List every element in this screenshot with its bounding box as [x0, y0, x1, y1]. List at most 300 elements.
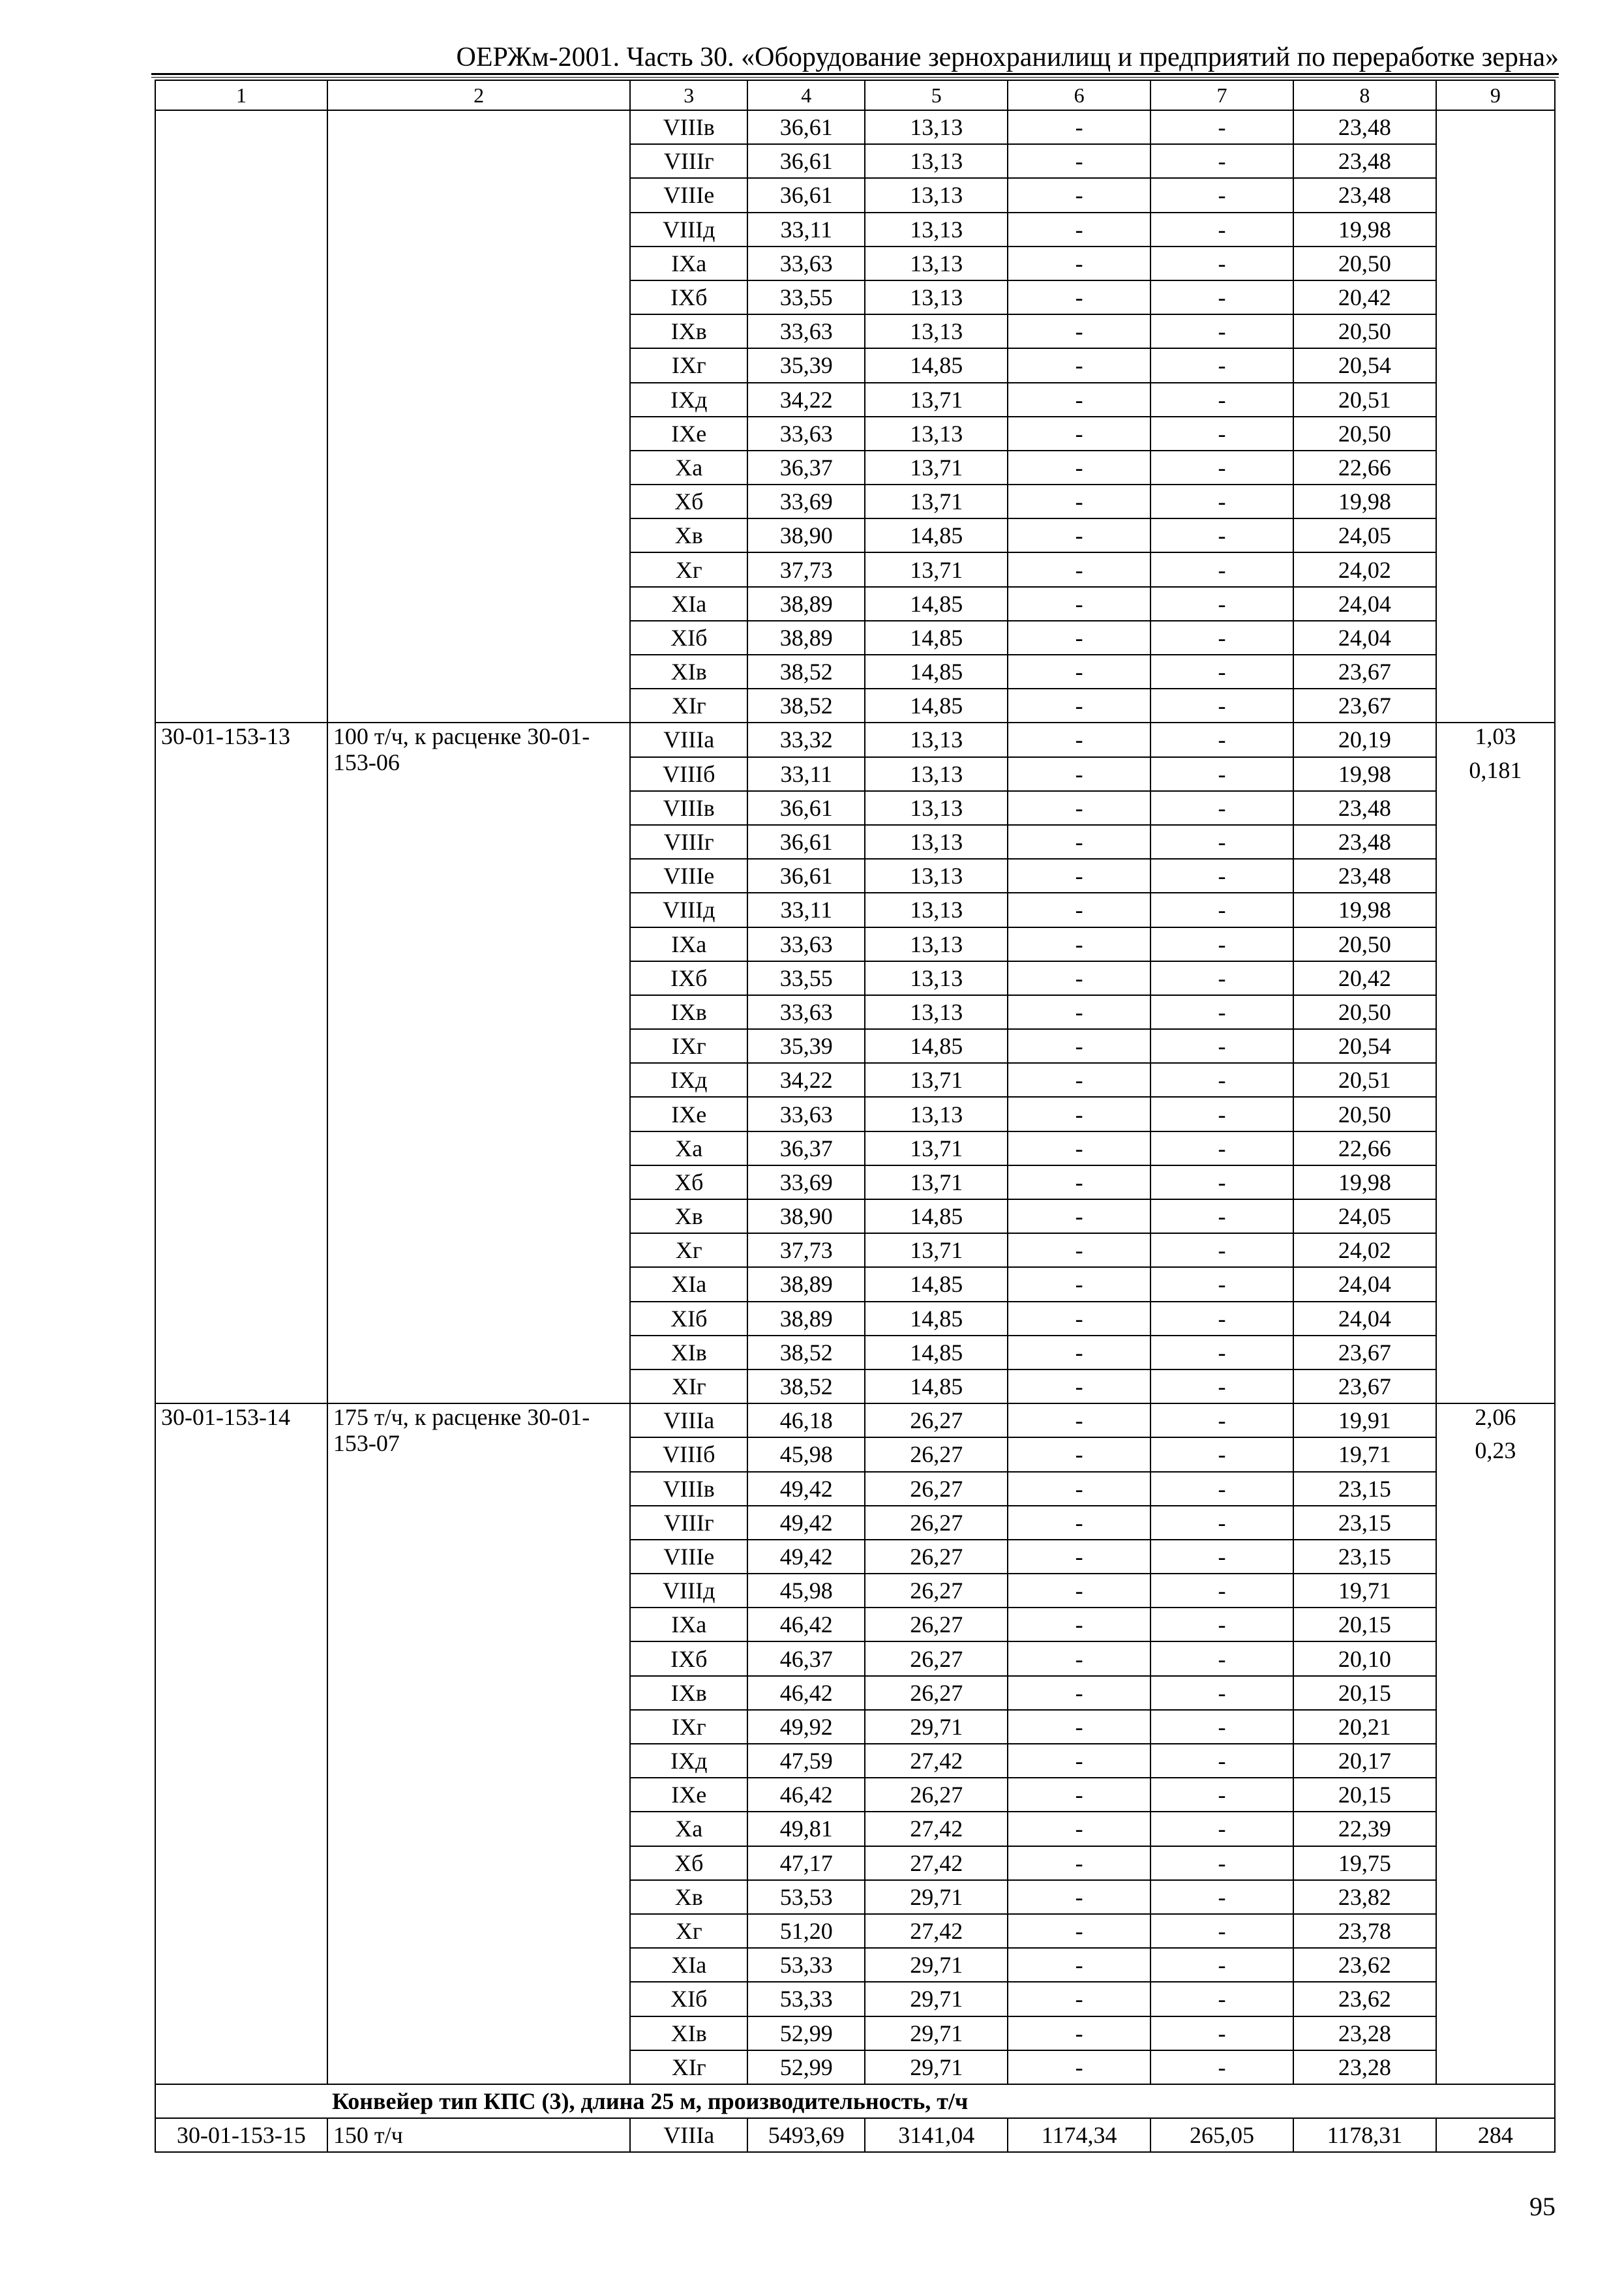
table-cell: -: [1150, 1641, 1293, 1675]
table-cell: -: [1008, 689, 1150, 723]
table-cell: -: [1008, 213, 1150, 247]
table-cell: 47,59: [747, 1744, 865, 1778]
table-row: [155, 723, 1555, 756]
table-cell: Xб: [630, 1846, 747, 1880]
table-cell: -: [1008, 961, 1150, 995]
col9-value: [1436, 518, 1555, 552]
table-cell: 38,52: [747, 689, 865, 723]
table-cell: -: [1150, 552, 1293, 586]
col9-value: [1436, 1097, 1555, 1131]
table-cell: 23,48: [1293, 144, 1436, 178]
table-cell: 20,54: [1293, 1029, 1436, 1063]
table-cell: 27,42: [865, 1744, 1008, 1778]
table-cell: -: [1008, 178, 1150, 212]
table-cell: -: [1150, 1506, 1293, 1540]
table-cell: 13,13: [865, 314, 1008, 348]
table-cell: 23,48: [1293, 178, 1436, 212]
col9-value: 0,23: [1436, 1437, 1555, 1471]
table-cell: 45,98: [747, 1437, 865, 1471]
table-cell: 46,42: [747, 1608, 865, 1641]
table-cell: -: [1008, 144, 1150, 178]
table-cell: 22,66: [1293, 451, 1436, 485]
table-cell: -: [1150, 1676, 1293, 1710]
table-cell: -: [1150, 144, 1293, 178]
table-cell: -: [1150, 1846, 1293, 1880]
table-cell: VIIIе: [630, 178, 747, 212]
table-cell: 23,82: [1293, 1880, 1436, 1914]
table-cell: -: [1150, 417, 1293, 451]
table-cell: 26,27: [865, 1540, 1008, 1574]
table-cell: 23,28: [1293, 2050, 1436, 2084]
table-cell: 20,50: [1293, 314, 1436, 348]
table-cell: 29,71: [865, 2050, 1008, 2084]
table-cell: 33,11: [747, 213, 865, 247]
table-cell: IXг: [630, 348, 747, 382]
table-cell: IXа: [630, 927, 747, 961]
table-cell: 20,50: [1293, 927, 1436, 961]
table-cell: 38,89: [747, 587, 865, 621]
column-number-row: [155, 80, 1555, 110]
table-cell: 13,13: [865, 1097, 1008, 1131]
table-cell: 14,85: [865, 587, 1008, 621]
table-cell: 29,71: [865, 1710, 1008, 1744]
table-cell: 13,13: [865, 213, 1008, 247]
col9-value: [1436, 995, 1555, 1029]
col9-value: 1,03: [1436, 723, 1555, 756]
table-cell: -: [1008, 1029, 1150, 1063]
table-cell: 51,20: [747, 1914, 865, 1948]
table-cell: 26,27: [865, 1608, 1008, 1641]
col9-value: [1436, 825, 1555, 859]
table-cell: -: [1008, 1540, 1150, 1574]
table-cell: IXв: [630, 995, 747, 1029]
table-cell: Xв: [630, 1199, 747, 1233]
table-cell: 20,51: [1293, 1063, 1436, 1097]
table-cell: -: [1008, 2050, 1150, 2084]
table-cell: -: [1150, 1369, 1293, 1403]
table-cell: 53,53: [747, 1880, 865, 1914]
table-cell: -: [1150, 791, 1293, 825]
header-rule-thin: [151, 77, 1559, 78]
table-cell: 22,66: [1293, 1131, 1436, 1165]
table-cell: 13,13: [865, 417, 1008, 451]
table-cell: Xг: [630, 552, 747, 586]
table-cell: 38,90: [747, 518, 865, 552]
table-cell: -: [1008, 1199, 1150, 1233]
table-cell: VIIIе: [630, 1540, 747, 1574]
col9-value: [1436, 383, 1555, 417]
table-cell: -: [1008, 1302, 1150, 1336]
table-cell: 23,28: [1293, 2016, 1436, 2050]
table-cell: 14,85: [865, 655, 1008, 689]
table-cell: -: [1008, 1369, 1150, 1403]
table-cell: -: [1008, 927, 1150, 961]
column-number: 3: [630, 80, 747, 110]
table-cell: 29,71: [865, 1982, 1008, 2016]
table-cell: 14,85: [865, 621, 1008, 655]
column-number: 5: [865, 80, 1008, 110]
table-row: [155, 110, 1555, 144]
table-cell: 26,27: [865, 1574, 1008, 1608]
table-cell: -: [1150, 621, 1293, 655]
col9-value: [1436, 1608, 1555, 1641]
table-cell: 34,22: [747, 383, 865, 417]
table-cell: 20,15: [1293, 1608, 1436, 1641]
table-cell: 23,48: [1293, 859, 1436, 893]
table-cell: 33,63: [747, 417, 865, 451]
table-cell: -: [1008, 1744, 1150, 1778]
col9-value: [1436, 689, 1555, 723]
table-cell: VIIIб: [630, 757, 747, 791]
table-cell: 13,71: [865, 485, 1008, 518]
table-cell: -: [1008, 1676, 1150, 1710]
table-cell: -: [1150, 1608, 1293, 1641]
table-cell: 33,69: [747, 485, 865, 518]
table-cell: 36,37: [747, 451, 865, 485]
table-cell: 45,98: [747, 1574, 865, 1608]
table-cell: -: [1150, 2016, 1293, 2050]
table-cell: -: [1150, 1437, 1293, 1471]
table-cell: 13,13: [865, 893, 1008, 927]
table-cell: IXг: [630, 1710, 747, 1744]
table-cell: XIб: [630, 1302, 747, 1336]
table-cell: -: [1150, 655, 1293, 689]
table-cell: 47,17: [747, 1846, 865, 1880]
table-cell: Xв: [630, 1880, 747, 1914]
page-number: 95: [1529, 2192, 1556, 2221]
col9-value: [1436, 1336, 1555, 1369]
table-cell: -: [1008, 791, 1150, 825]
table-cell: 35,39: [747, 1029, 865, 1063]
section-title-row: [155, 2084, 1555, 2118]
table-cell: -: [1008, 1608, 1150, 1641]
table-cell: -: [1150, 348, 1293, 382]
table-cell: 20,21: [1293, 1710, 1436, 1744]
table-cell: 46,42: [747, 1778, 865, 1812]
table-cell: -: [1150, 1267, 1293, 1301]
table-cell: -: [1008, 893, 1150, 927]
table-cell: -: [1150, 1880, 1293, 1914]
table-cell: -: [1150, 1744, 1293, 1778]
table-cell: 24,02: [1293, 552, 1436, 586]
table-cell: IXе: [630, 1778, 747, 1812]
table-cell: 29,71: [865, 1948, 1008, 1982]
table-cell: 26,27: [865, 1641, 1008, 1675]
col9-value: [1436, 1914, 1555, 1948]
table-cell: 46,18: [747, 1403, 865, 1437]
table-cell: -: [1150, 383, 1293, 417]
table-cell: 13,71: [865, 1063, 1008, 1097]
table-cell: 13,71: [865, 1233, 1008, 1267]
col9-value: [1436, 348, 1555, 382]
table-cell: XIг: [630, 689, 747, 723]
table-cell: IXв: [630, 314, 747, 348]
table-cell: 46,42: [747, 1676, 865, 1710]
col9-value: [1436, 314, 1555, 348]
column-number: 1: [155, 80, 327, 110]
table-cell: 13,13: [865, 144, 1008, 178]
table-cell: 19,98: [1293, 1165, 1436, 1199]
table-cell: 13,13: [865, 927, 1008, 961]
table-cell: 24,04: [1293, 621, 1436, 655]
table-cell: -: [1150, 859, 1293, 893]
table-cell: -: [1150, 1710, 1293, 1744]
rate-name: 175 т/ч, к расценке 30-01-153-07: [327, 1403, 630, 2084]
table-cell: 14,85: [865, 1267, 1008, 1301]
rate-code: [155, 110, 327, 723]
table-cell: -: [1008, 1403, 1150, 1437]
col9-value: [1436, 451, 1555, 485]
table-cell: 30-01-153-15: [155, 2118, 327, 2152]
table-cell: 20,51: [1293, 383, 1436, 417]
table-cell: 27,42: [865, 1914, 1008, 1948]
table-cell: 26,27: [865, 1778, 1008, 1812]
table-cell: 13,71: [865, 1131, 1008, 1165]
table-cell: 19,75: [1293, 1846, 1436, 1880]
table-cell: 13,13: [865, 178, 1008, 212]
col9-value: [1436, 485, 1555, 518]
table-cell: Xа: [630, 1131, 747, 1165]
table-cell: -: [1008, 1982, 1150, 2016]
table-cell: 36,61: [747, 110, 865, 144]
table-cell: -: [1150, 1233, 1293, 1267]
table-cell: -: [1150, 1097, 1293, 1131]
table-cell: 1174,34: [1008, 2118, 1150, 2152]
table-cell: VIIIг: [630, 1506, 747, 1540]
table-cell: VIIIв: [630, 1472, 747, 1506]
table-cell: VIIIг: [630, 825, 747, 859]
table-cell: 13,13: [865, 859, 1008, 893]
table-cell: 36,61: [747, 144, 865, 178]
col9-value: [1436, 552, 1555, 586]
table-cell: 49,42: [747, 1472, 865, 1506]
col9-value: [1436, 1676, 1555, 1710]
table-cell: 49,42: [747, 1506, 865, 1540]
col9-value: [1436, 110, 1555, 144]
col9-value: [1436, 1641, 1555, 1675]
table-cell: -: [1008, 1812, 1150, 1846]
table-cell: -: [1150, 2050, 1293, 2084]
rate-name: [327, 110, 630, 723]
table-cell: 38,52: [747, 1336, 865, 1369]
table-cell: 33,69: [747, 1165, 865, 1199]
page-header: ОЕРЖм-2001. Часть 30. «Оборудование зернохранилищ и предприятий по переработке зерна»: [456, 42, 1559, 72]
table-cell: 23,15: [1293, 1540, 1436, 1574]
table-cell: -: [1150, 451, 1293, 485]
table-cell: VIIIа: [630, 2118, 747, 2152]
column-number: 8: [1293, 80, 1436, 110]
table-cell: 20,50: [1293, 1097, 1436, 1131]
section-title: Конвейер тип КПС (3), длина 25 м, производительность, т/ч: [155, 2084, 1555, 2118]
table-cell: 265,05: [1150, 2118, 1293, 2152]
table-cell: VIIIг: [630, 144, 747, 178]
table-cell: 23,48: [1293, 825, 1436, 859]
col9-value: [1436, 859, 1555, 893]
table-cell: -: [1150, 247, 1293, 280]
table-cell: -: [1008, 995, 1150, 1029]
table-cell: -: [1008, 247, 1150, 280]
table-cell: -: [1150, 893, 1293, 927]
column-number: 4: [747, 80, 865, 110]
table-cell: 20,17: [1293, 1744, 1436, 1778]
table-cell: -: [1008, 314, 1150, 348]
table-cell: 20,42: [1293, 280, 1436, 314]
table-cell: -: [1150, 587, 1293, 621]
col9-value: [1436, 417, 1555, 451]
table-cell: -: [1150, 995, 1293, 1029]
table-cell: 49,42: [747, 1540, 865, 1574]
table-cell: -: [1150, 1336, 1293, 1369]
col9-value: [1436, 1199, 1555, 1233]
table-cell: -: [1008, 1267, 1150, 1301]
table-cell: 26,27: [865, 1472, 1008, 1506]
col9-value: [1436, 2050, 1555, 2084]
header-rule: [151, 73, 1559, 75]
table-cell: 19,98: [1293, 757, 1436, 791]
table-cell: 23,67: [1293, 1336, 1436, 1369]
col9-value: [1436, 621, 1555, 655]
table-cell: 53,33: [747, 1982, 865, 2016]
table-cell: 13,71: [865, 552, 1008, 586]
table-cell: IXг: [630, 1029, 747, 1063]
table-cell: -: [1150, 1029, 1293, 1063]
table-cell: -: [1008, 723, 1150, 756]
table-row: [155, 1403, 1555, 1437]
table-cell: -: [1150, 1574, 1293, 1608]
table-cell: -: [1150, 518, 1293, 552]
table-cell: 14,85: [865, 1029, 1008, 1063]
table-cell: VIIIв: [630, 110, 747, 144]
table-cell: -: [1150, 110, 1293, 144]
table-cell: 20,19: [1293, 723, 1436, 756]
table-cell: 24,04: [1293, 587, 1436, 621]
table-cell: 26,27: [865, 1403, 1008, 1437]
table-cell: 23,67: [1293, 1369, 1436, 1403]
rate-name: 100 т/ч, к расценке 30-01-153-06: [327, 723, 630, 1403]
table-cell: -: [1008, 280, 1150, 314]
table-cell: Xа: [630, 451, 747, 485]
table-cell: XIа: [630, 1948, 747, 1982]
table-cell: XIа: [630, 1267, 747, 1301]
table-cell: -: [1008, 1574, 1150, 1608]
table-cell: -: [1150, 178, 1293, 212]
table-cell: 20,15: [1293, 1676, 1436, 1710]
table-cell: -: [1008, 110, 1150, 144]
table-cell: -: [1008, 1336, 1150, 1369]
table-cell: XIг: [630, 2050, 747, 2084]
table-cell: -: [1008, 1233, 1150, 1267]
table-cell: 19,71: [1293, 1437, 1436, 1471]
table-cell: 33,63: [747, 247, 865, 280]
table-cell: IXе: [630, 1097, 747, 1131]
table-cell: 38,89: [747, 1267, 865, 1301]
table-cell: 33,63: [747, 1097, 865, 1131]
table-cell: 14,85: [865, 689, 1008, 723]
table-cell: 19,91: [1293, 1403, 1436, 1437]
table-cell: -: [1150, 1131, 1293, 1165]
col9-value: [1436, 1540, 1555, 1574]
table-cell: 19,98: [1293, 893, 1436, 927]
column-number: 6: [1008, 80, 1150, 110]
table-cell: -: [1150, 1948, 1293, 1982]
table-cell: -: [1008, 587, 1150, 621]
table-cell: XIг: [630, 1369, 747, 1403]
rate-code: 30-01-153-14: [155, 1403, 327, 2084]
table-cell: 1178,31: [1293, 2118, 1436, 2152]
table-cell: -: [1008, 552, 1150, 586]
table-cell: 13,13: [865, 247, 1008, 280]
table-cell: XIв: [630, 655, 747, 689]
table-cell: 19,98: [1293, 485, 1436, 518]
table-cell: 34,22: [747, 1063, 865, 1097]
col9-value: [1436, 247, 1555, 280]
col9-value: [1436, 893, 1555, 927]
col9-value: [1436, 1880, 1555, 1914]
table-cell: 20,50: [1293, 995, 1436, 1029]
table-cell: -: [1150, 280, 1293, 314]
table-cell: 23,48: [1293, 110, 1436, 144]
table-cell: 33,11: [747, 757, 865, 791]
col9-value: [1436, 927, 1555, 961]
table-cell: VIIIд: [630, 213, 747, 247]
table-cell: IXа: [630, 247, 747, 280]
table-cell: -: [1008, 1131, 1150, 1165]
table-cell: 26,27: [865, 1437, 1008, 1471]
col9-value: [1436, 1131, 1555, 1165]
table-cell: 23,78: [1293, 1914, 1436, 1948]
table-cell: Xг: [630, 1233, 747, 1267]
table-cell: Xг: [630, 1914, 747, 1948]
table-cell: 36,61: [747, 178, 865, 212]
col9-value: [1436, 1369, 1555, 1403]
table-cell: 13,13: [865, 791, 1008, 825]
table-cell: -: [1008, 1097, 1150, 1131]
table-cell: -: [1008, 621, 1150, 655]
table-cell: XIб: [630, 621, 747, 655]
table-cell: 20,15: [1293, 1778, 1436, 1812]
column-number: 9: [1436, 80, 1555, 110]
table-cell: XIв: [630, 2016, 747, 2050]
table-cell: 33,32: [747, 723, 865, 756]
table-cell: 52,99: [747, 2050, 865, 2084]
table-cell: -: [1150, 689, 1293, 723]
table-cell: -: [1150, 1472, 1293, 1506]
table-cell: 37,73: [747, 1233, 865, 1267]
column-number: 7: [1150, 80, 1293, 110]
table-cell: IXб: [630, 961, 747, 995]
table-cell: Xв: [630, 518, 747, 552]
table-cell: 13,13: [865, 825, 1008, 859]
table-cell: -: [1008, 1846, 1150, 1880]
table-cell: -: [1150, 1540, 1293, 1574]
col9-value: [1436, 1812, 1555, 1846]
table-cell: 33,63: [747, 927, 865, 961]
table-cell: XIа: [630, 587, 747, 621]
table-cell: VIIIд: [630, 1574, 747, 1608]
table-cell: 5493,69: [747, 2118, 865, 2152]
table-cell: 37,73: [747, 552, 865, 586]
table-cell: 14,85: [865, 348, 1008, 382]
col9-value: [1436, 1029, 1555, 1063]
table-cell: IXв: [630, 1676, 747, 1710]
table-cell: 33,63: [747, 314, 865, 348]
table-cell: -: [1008, 1165, 1150, 1199]
table-cell: -: [1150, 1063, 1293, 1097]
table-cell: IXб: [630, 1641, 747, 1675]
table-cell: 13,71: [865, 451, 1008, 485]
table-cell: 36,61: [747, 791, 865, 825]
table-cell: 36,61: [747, 825, 865, 859]
